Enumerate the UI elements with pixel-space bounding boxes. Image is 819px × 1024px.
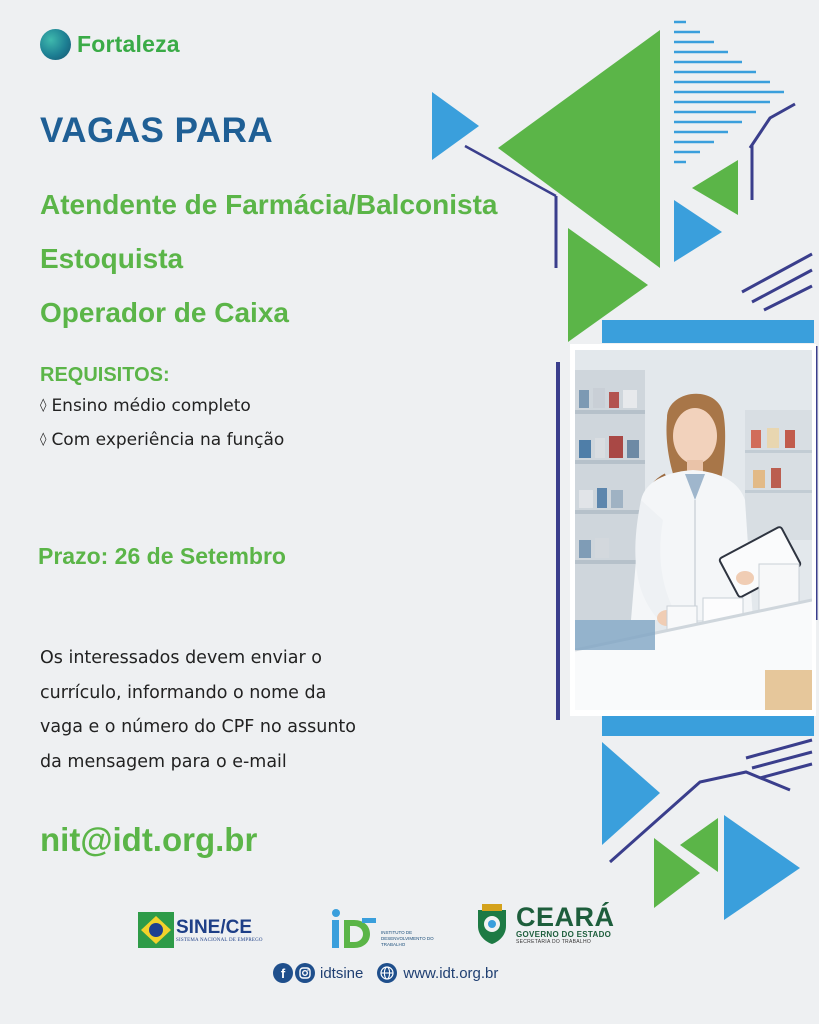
requirement-item [40,423,284,457]
requirement-text: Com experiência na função [51,430,285,450]
diamond-bullet-icon: ◊ [40,398,47,413]
blue-bar-top [602,320,814,343]
instagram-icon[interactable] [295,963,315,983]
idt-logo [330,908,435,950]
footer-contact [273,963,498,983]
requirement-text: Ensino médio completo [51,396,251,416]
position-item: Estoquista [40,243,184,274]
requirements-title: REQUISITOS: [40,364,170,386]
idt-mark-icon [330,908,378,950]
indigo-chevron-top [750,104,795,148]
deadline: Prazo: 26 de Setembro [38,543,286,569]
ceara-logo [474,902,615,946]
pharmacist-photo [575,350,812,710]
brand-city: Fortaleza [77,31,180,57]
website-link[interactable]: www.idt.org.br [403,964,499,982]
instructions-line: da mensagem para o e-mail [40,751,287,772]
position-item: Atendente de Farmácia/Balconista [40,189,498,220]
ceara-seal-icon [474,902,510,946]
blue-triangle-bottom-left [602,742,660,845]
brazil-flag-icon [138,912,174,948]
striped-triangle [674,22,784,162]
globe-icon [377,963,397,983]
position-list [40,178,497,340]
blue-bar-bottom [602,716,814,736]
brand [40,29,180,60]
instructions-line: Os interessados devem enviar o [40,648,322,668]
globe-glyph-icon [380,966,394,980]
indigo-stripes-right [742,254,812,310]
brand-dot-icon [40,29,71,60]
blue-triangle-bottom-right [724,815,800,920]
sine-logo [138,912,263,948]
requirements-list [40,389,284,457]
sine-subtitle: SISTEMA NACIONAL DE EMPREGO [176,937,263,943]
facebook-icon[interactable]: f [273,963,293,983]
green-triangle-large [498,30,660,268]
requirement-item [40,389,284,423]
pharmacist-illustration [575,350,812,710]
diamond-bullet-icon: ◊ [40,432,47,447]
ceara-name: CEARÁ [516,901,615,932]
green-triangle-small-top [692,160,738,215]
social-handle[interactable]: idtsine [320,964,364,982]
instagram-glyph-icon [299,967,311,979]
instructions-line: vaga e o número do CPF no assunto [40,717,356,737]
indigo-stripes-bottom [746,740,812,778]
ceara-government: GOVERNO DO ESTADO [516,929,612,939]
instructions [40,641,420,779]
ceara-secretariat: SECRETARIA DO TRABALHO [516,938,592,945]
instructions-line: currículo, informando o nome da [40,682,327,703]
email-link[interactable]: nit@idt.org.br [40,821,258,858]
sine-name: SINE/CE [176,916,253,938]
position-item: Operador de Caixa [40,297,289,328]
idt-subtitle: INSTITUTO DE DESENVOLVIMENTO DO TRABALHO [381,930,434,947]
blue-triangle-mid [674,200,722,262]
headline: VAGAS PARA [40,111,274,150]
